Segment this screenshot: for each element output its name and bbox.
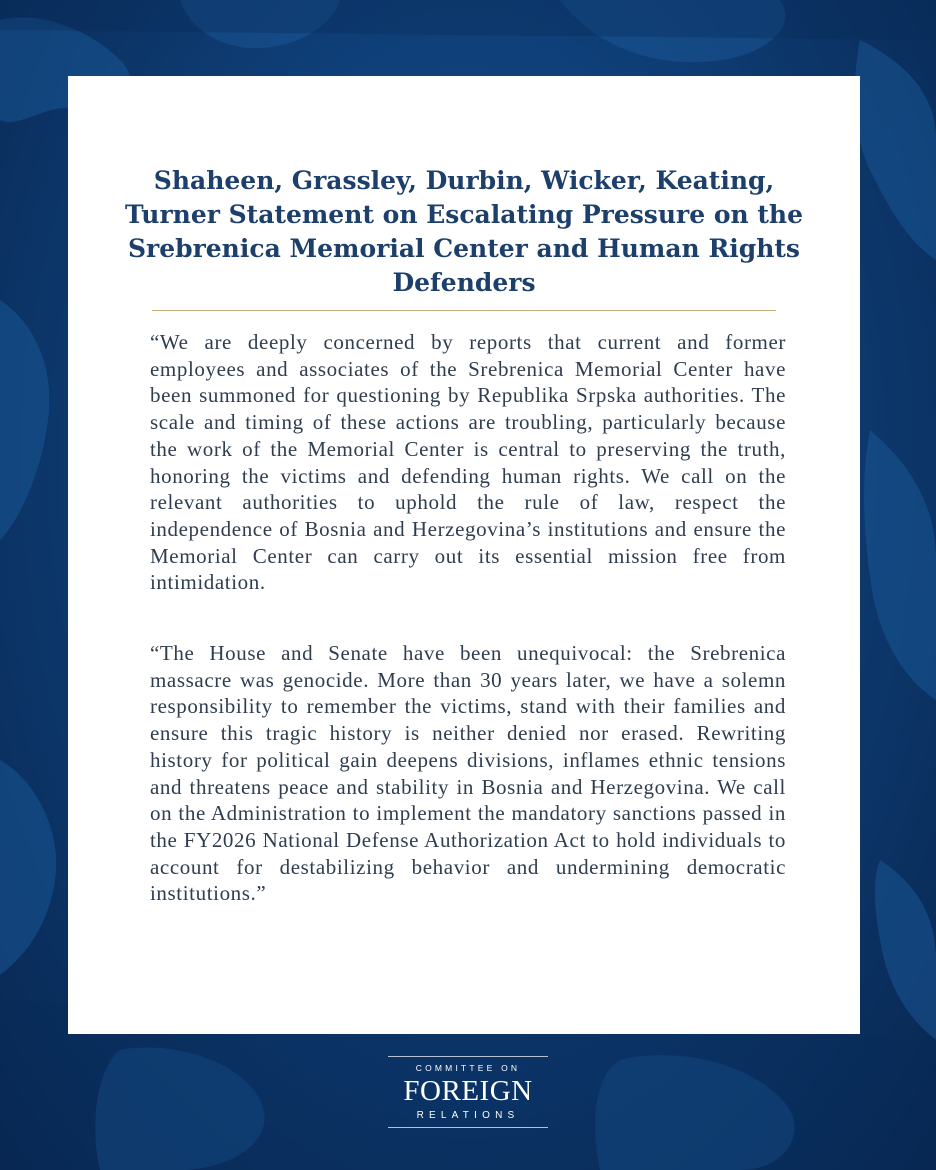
committee-logo [378,1056,558,1134]
logo-line-committee-on: COMMITTEE ON [415,1063,521,1073]
statement-paragraph-2: “The House and Senate have been unequivocal: the Srebrenica massacre was genocide. More than 30 years later, we have a solemn responsibility to remember the victims, stand with their families and ensure this tragic history is neither denied nor erased. Rewriting history for political gain deepens divisions, inflames ethnic tensions and threatens peace and stability in Bosnia and Herzegovina. We call on the Administration to implement the mandatory sanctions passed in the FY2026 National Defense Authorization Act to hold individuals to account for destabilizing behavior and undermining democratic institutions.” [150,641,786,906]
logo-line-relations: RELATIONS [416,1110,520,1121]
logo-bottom-rule [388,1127,548,1128]
logo-line-foreign: FOREIGN [403,1075,533,1107]
title-divider [152,310,776,311]
statement-paragraph-1: “We are deeply concerned by reports that current and former employees and associates of the Srebrenica Memorial Center have been summoned for questioning by Republika Srpska authorities. The scale and timing of these actions are troubling, particularly because the work of the Memorial Center is central to preserving the truth, honoring the victims and defending human rights. We call on the relevant authorities to uphold the rule of law, respect the independence of Bosnia and Herzegovina’s institutions and ensure the Memorial Center can carry out its essential mission free from intimidation. [150,330,786,595]
logo-top-rule [388,1056,548,1057]
statement-title: Shaheen, Grassley, Durbin, Wicker, Keating, Turner Statement on Escalating Pressure on the Srebrenica Memorial Center and Human Rights Defenders [124,166,804,297]
statement-card [68,76,860,1034]
